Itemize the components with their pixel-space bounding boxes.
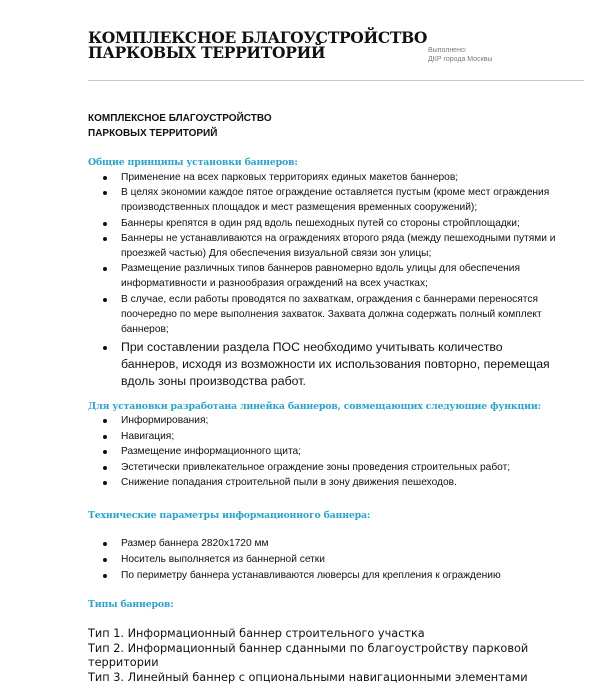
list-item: Применение на всех парковых территориях единых макетов баннеров; [88, 170, 558, 185]
header-title [88, 28, 428, 62]
list-item: По периметру баннера устанавливаются люверсы для крепления к ограждению [88, 568, 558, 584]
list-item: Размещение информационного щита; [88, 444, 558, 460]
header-title-line: ПАРКОВЫХ ТЕРРИТОРИЙ [88, 43, 326, 62]
document-title-line: ПАРКОВЫХ ТЕРРИТОРИЙ [88, 128, 218, 139]
technical-list [88, 536, 558, 584]
section-heading-principles: Общие принципы установки баннеров: [88, 157, 298, 168]
banner-type-item: Тип 3. Линейный баннер с опциональными навигационными элементами [88, 670, 528, 684]
list-item: Носитель выполняется из баннерной сетки [88, 552, 558, 568]
list-item: Информирования; [88, 413, 558, 429]
header-meta [428, 46, 492, 64]
list-item: Снижение попадания строительной пыли в зону движения пешеходов. [88, 475, 558, 491]
header-meta-label: Выполнено: [428, 47, 467, 54]
list-item: В целях экономии каждое пятое ограждение оставляется пустым (кроме мест ограждения производственных площадок и мест размещения временных сооружений); [88, 185, 558, 215]
list-item: Баннеры крепятся в один ряд вдоль пешеходных путей со стороны стройплощадки; [88, 216, 558, 231]
section-heading-types: Типы баннеров: [88, 599, 174, 610]
section-heading-functions: Для установки разработана линейка баннеров, совмещающих следующие функции: [88, 401, 541, 412]
list-item: Баннеры не устанавливаются на ограждениях второго ряда (между пешеходными путями и проезжей частью) Для обеспечения визуальной связи зон улицы; [88, 231, 558, 261]
section-heading-technical: Технические параметры информационного баннера: [88, 510, 371, 521]
header-divider [88, 80, 584, 81]
functions-list [88, 413, 558, 491]
list-item: При составлении раздела ПОС необходимо учитывать количество баннеров, исходя из возможности их использования повторно, перемещая вдоль зоны производства работ. [88, 339, 558, 390]
principles-list [88, 170, 558, 390]
banner-type-item: Тип 2. Информационный баннер сданными по благоустройству парковой территории [88, 641, 529, 669]
list-item: В случае, если работы проводятся по захваткам, ограждения с баннерами переносятся поочередно по мере выполнения захваток. Захвата должна содержать полный комплект баннеров; [88, 292, 558, 338]
document-title-line: КОМПЛЕКСНОЕ БЛАГОУСТРОЙСТВО [88, 113, 272, 124]
header-meta-value: ДКР города Москвы [428, 56, 493, 63]
banner-type-item: Тип 1. Информационный баннер строительного участка [88, 627, 425, 640]
list-item: Размер баннера 2820х1720 мм [88, 536, 558, 552]
banner-types-list [88, 627, 588, 685]
document-title [88, 111, 272, 141]
header-title-line: КОМПЛЕКСНОЕ БЛАГОУСТРОЙСТВО [88, 28, 428, 47]
list-item: Эстетически привлекательное ограждение зоны проведения строительных работ; [88, 460, 558, 476]
list-item: Размещение различных типов баннеров равномерно вдоль улицы для обеспечения информативности и разнообразия ограждений на всех участках; [88, 261, 558, 291]
list-item: Навигация; [88, 429, 558, 445]
